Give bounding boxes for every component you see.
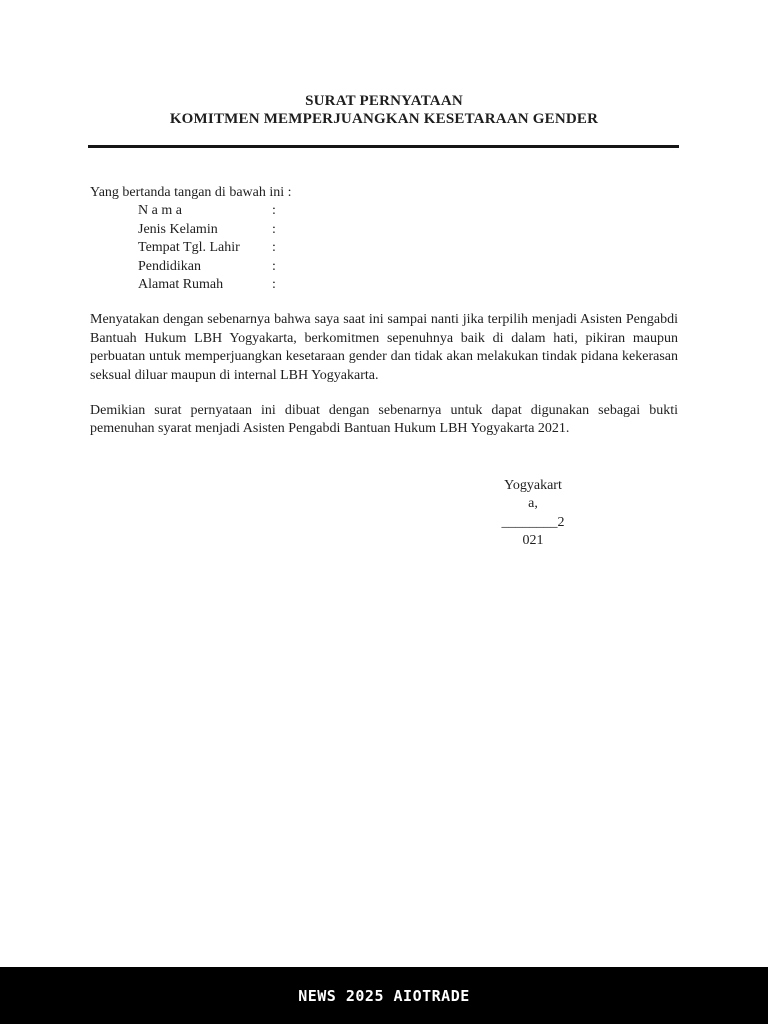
statement-paragraph: Menyatakan dengan sebenarnya bahwa saya saat ini sampai nanti jika terpilih menjadi Asisten Pengabdi Bantuah Hukum LBH Yogyakarta, berkomitmen sepenuhnya baik di dalam hati, pikiran maupun perbuatan untuk memperjuangkan kesetaraan gender dan tidak akan melakukan tindak pidana kekerasan seksual diluar maupun di internal LBH Yogyakarta.	[90, 312, 678, 383]
opening-line: Yang bertanda tangan di bawah ini :	[90, 185, 292, 200]
document-content	[90, 0, 678, 551]
footer-bar	[0, 967, 768, 1024]
field-label-tempat-tgl-lahir: Tempat Tgl. Lahir	[138, 240, 240, 256]
form-field-row-jenis-kelamin	[90, 221, 678, 239]
field-label-jenis-kelamin: Jenis Kelamin	[138, 221, 218, 237]
signature-line-1: Yogyakart	[504, 477, 562, 493]
title-divider-rule	[88, 145, 679, 148]
opening-block	[90, 184, 678, 294]
signature-line-3: ________2	[501, 514, 565, 530]
field-colon: :	[272, 221, 276, 237]
signature-block	[493, 477, 573, 551]
document-title-line1: SURAT PERNYATAAN	[305, 93, 463, 109]
signature-line-4: 021	[522, 533, 544, 549]
form-field-row-alamat-rumah	[90, 276, 678, 294]
field-colon: :	[272, 240, 276, 256]
signature-line-2: a,	[528, 496, 538, 512]
closing-paragraph: Demikian surat pernyataan ini dibuat dengan sebenarnya untuk dapat digunakan sebagai bukti pemenuhan syarat menjadi Asisten Pengabdi Bantuan Hukum LBH Yogyakarta 2021.	[90, 403, 678, 437]
field-label-pendidikan: Pendidikan	[138, 258, 201, 274]
field-colon: :	[272, 258, 276, 274]
field-colon: :	[272, 203, 276, 219]
document-title-line2: KOMITMEN MEMPERJUANGKAN KESETARAAN GENDER	[169, 111, 599, 127]
field-label-alamat-rumah: Alamat Rumah	[138, 277, 224, 293]
form-field-row-pendidikan	[90, 258, 678, 276]
field-label-nama: N a m a	[138, 203, 182, 219]
document-title	[90, 92, 678, 128]
form-field-row-tempat-tgl-lahir	[90, 239, 678, 257]
footer-text: NEWS 2025 AIOTRADE	[298, 986, 470, 1005]
form-field-row-nama	[90, 202, 678, 220]
field-colon: :	[272, 277, 276, 293]
